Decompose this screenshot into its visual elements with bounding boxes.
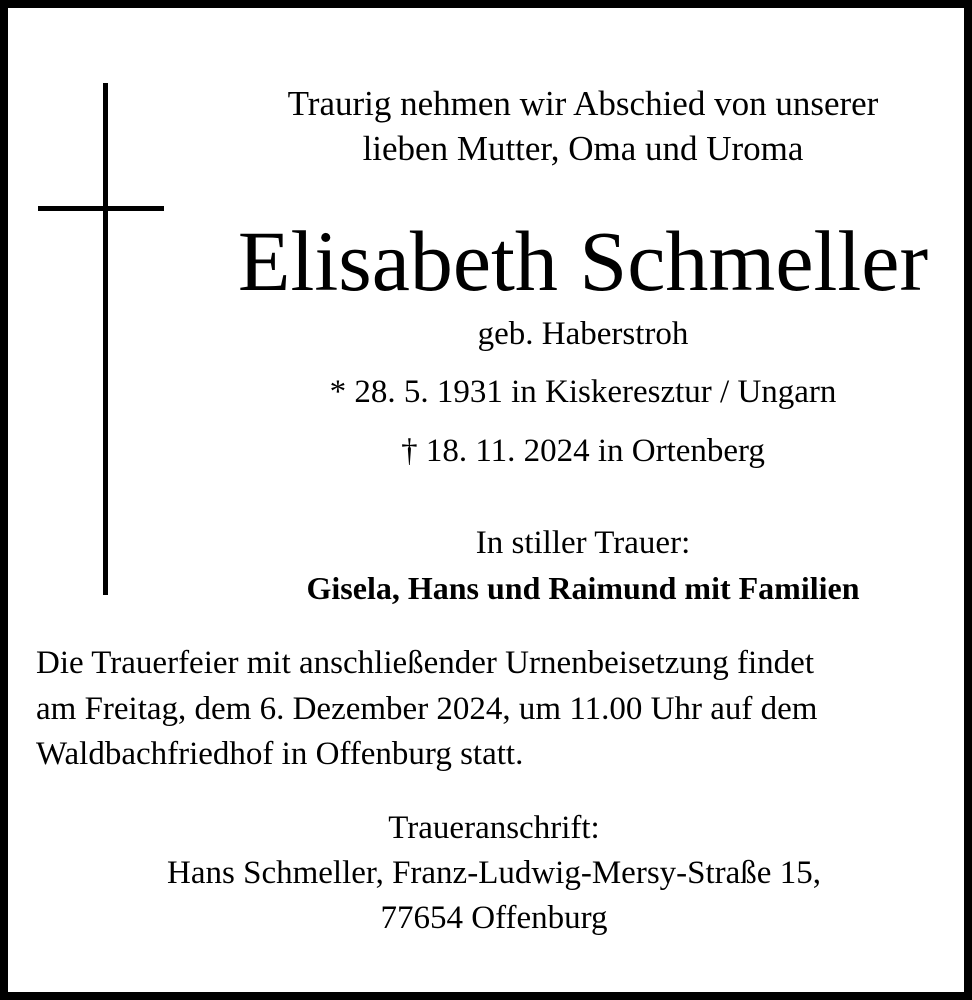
- death-info: † 18. 11. 2024 in Ortenberg: [401, 433, 765, 469]
- notice-line-2: am Freitag, dem 6. Dezember 2024, um 11.00 Uhr auf dem: [36, 690, 818, 727]
- intro-text: [228, 81, 938, 171]
- notice-line-1: Die Trauerfeier mit anschließender Urnenbeisetzung findet: [36, 645, 814, 681]
- cross-vertical-bar: [103, 83, 108, 595]
- deceased-name: Elisabeth Schmeller: [237, 213, 929, 309]
- birth-info: * 28. 5. 1931 in Kiskeresztur / Ungarn: [329, 374, 837, 410]
- intro-line-1: Traurig nehmen wir Abschied von unserer: [287, 84, 879, 123]
- funeral-notice: [36, 641, 956, 778]
- mourners-names: Gisela, Hans und Raimund mit Familien: [306, 570, 860, 606]
- mourning-label: In stiller Trauer:: [475, 525, 691, 561]
- address-label: Traueranschrift:: [388, 810, 600, 846]
- notice-line-3: Waldbachfriedhof in Offenburg statt.: [36, 736, 524, 772]
- condolence-address: [36, 806, 952, 941]
- cross-horizontal-bar: [38, 206, 164, 211]
- intro-line-2: lieben Mutter, Oma und Uroma: [362, 129, 804, 168]
- address-line-2: 77654 Offenburg: [380, 900, 608, 936]
- mourning-block: [228, 521, 938, 611]
- maiden-name: geb. Haberstroh: [477, 316, 689, 352]
- address-line-1: Hans Schmeller, Franz-Ludwig-Mersy-Straße 15,: [167, 855, 821, 891]
